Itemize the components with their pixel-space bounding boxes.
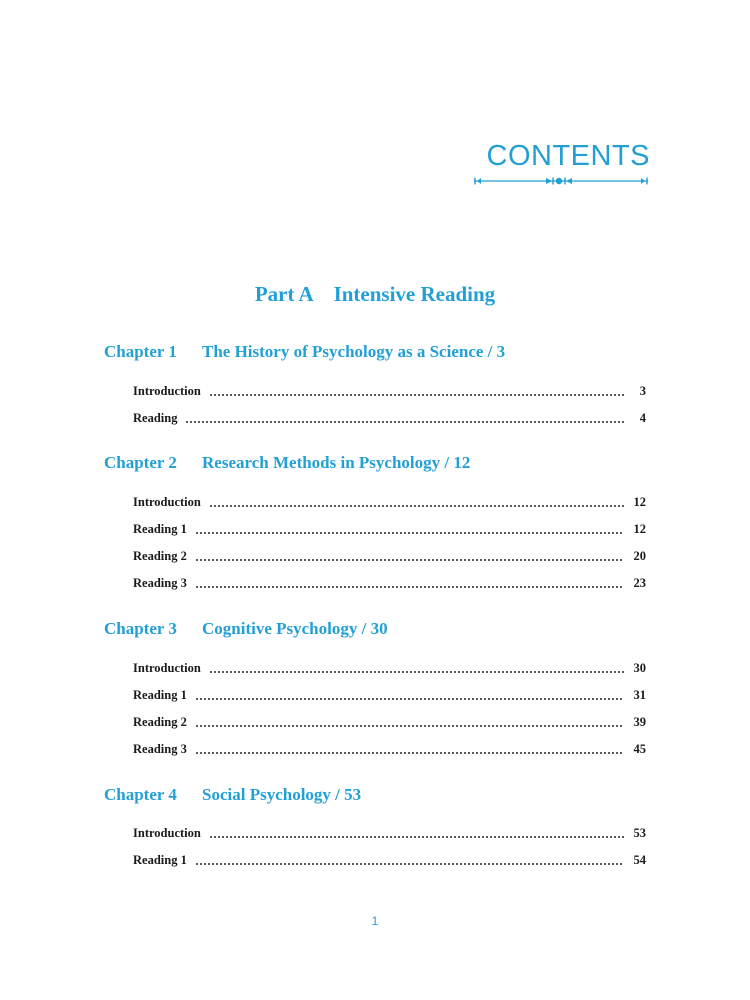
dot-leader: [209, 394, 624, 396]
toc-entry-page: 54: [633, 853, 646, 867]
toc-entry[interactable]: [133, 384, 646, 402]
toc-entry-page: 12: [633, 522, 646, 536]
part-heading: [0, 282, 750, 307]
toc-entry-name: Introduction: [133, 661, 201, 675]
page-number: 1: [371, 914, 379, 928]
chapter-heading[interactable]: [104, 619, 388, 639]
toc-entry-page: 45: [633, 742, 646, 756]
toc-entry-name: Reading 3: [133, 576, 187, 590]
toc-entry-page: 23: [633, 576, 646, 590]
toc-entry-name: Introduction: [133, 384, 201, 398]
toc-entry-page: 12: [633, 495, 646, 509]
toc-entry[interactable]: [133, 715, 646, 733]
toc-entry-page: 20: [633, 549, 646, 563]
toc-entry-page: 3: [639, 384, 646, 398]
toc-entry[interactable]: [133, 549, 646, 567]
dot-leader: [185, 421, 624, 423]
chapter-label: Chapter 3: [104, 619, 177, 638]
divider-ornament-icon: [472, 176, 650, 186]
contents-title: CONTENTS: [486, 140, 650, 172]
dot-leader: [195, 559, 624, 561]
dot-leader: [209, 505, 624, 507]
toc-entry-name: Reading 1: [133, 688, 187, 702]
toc-entry[interactable]: [133, 742, 646, 760]
part-label: Part A: [254, 282, 313, 306]
toc-entry-name: Reading 2: [133, 549, 187, 563]
toc-entry[interactable]: [133, 826, 646, 844]
toc-entry[interactable]: [133, 576, 646, 594]
toc-entry[interactable]: [133, 661, 646, 679]
dot-leader: [195, 532, 624, 534]
dot-leader: [209, 836, 624, 838]
chapter-title: Cognitive Psychology / 30: [202, 619, 388, 638]
toc-entry[interactable]: [133, 688, 646, 706]
chapter-label: Chapter 4: [104, 785, 177, 804]
toc-entry-page: 53: [633, 826, 646, 840]
toc-entry-name: Reading: [133, 411, 178, 425]
toc-entry[interactable]: [133, 853, 646, 871]
toc-entry-name: Reading 1: [133, 853, 187, 867]
toc-entry[interactable]: [133, 522, 646, 540]
chapter-title: The History of Psychology as a Science / 3: [202, 342, 506, 361]
toc-entry-name: Introduction: [133, 495, 201, 509]
dot-leader: [195, 725, 624, 727]
chapter-heading[interactable]: [104, 342, 505, 362]
dot-leader: [195, 586, 624, 588]
chapter-title: Social Psychology / 53: [202, 785, 362, 804]
contents-header: [440, 140, 650, 186]
chapter-title: Research Methods in Psychology / 12: [202, 453, 471, 472]
dot-leader: [195, 698, 624, 700]
toc-entry[interactable]: [133, 495, 646, 513]
toc-entry-page: 30: [633, 661, 646, 675]
toc-entry-page: 39: [633, 715, 646, 729]
toc-entry-name: Reading 3: [133, 742, 187, 756]
toc-entry-page: 4: [639, 411, 646, 425]
chapter-label: Chapter 2: [104, 453, 177, 472]
chapter-heading[interactable]: [104, 453, 470, 473]
dot-leader: [195, 752, 624, 754]
toc-entry-name: Reading 2: [133, 715, 187, 729]
chapter-heading[interactable]: [104, 785, 361, 805]
chapter-label: Chapter 1: [104, 342, 177, 361]
dot-leader: [209, 671, 624, 673]
toc-entry[interactable]: [133, 411, 646, 429]
dot-leader: [195, 863, 624, 865]
toc-entry-name: Introduction: [133, 826, 201, 840]
toc-entry-page: 31: [633, 688, 646, 702]
toc-entry-name: Reading 1: [133, 522, 187, 536]
part-title: Intensive Reading: [333, 282, 496, 306]
